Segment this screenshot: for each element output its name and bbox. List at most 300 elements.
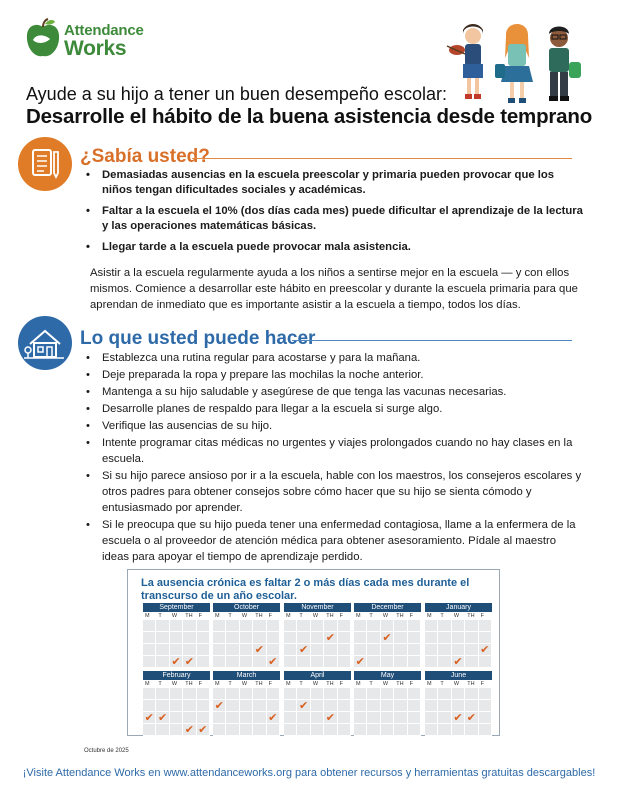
calendar-day-cell: [311, 644, 324, 656]
calendar-day-cell: [156, 700, 169, 712]
calendar-day-cell: [479, 724, 492, 736]
calendar-month: [143, 671, 210, 736]
calendar-day-cell: [267, 644, 280, 656]
section-divider: [292, 340, 572, 341]
calendar-day-cell: [465, 644, 478, 656]
calendar-grid: [284, 620, 351, 668]
calendar-day-cell: [253, 656, 266, 668]
calendar-day-cell: [226, 632, 239, 644]
calendar-day-cell: [408, 724, 421, 736]
calendar-grid: [354, 688, 421, 736]
calendar-day-cell: [338, 632, 351, 644]
footer-link-text: ¡Visite Attendance Works en www.attendanceworks.org para obtener recursos y herramientas gratuitas descargables!: [22, 767, 596, 779]
absence-check-icon: ✔: [452, 712, 465, 724]
calendar-day-cell: [394, 724, 407, 736]
calendar-grid: [284, 688, 351, 736]
calendar-day-cell: [253, 688, 266, 700]
calendar-day-cell: [438, 688, 451, 700]
calendar-day-cell: [297, 620, 310, 632]
calendar-month: [425, 671, 492, 736]
calendar-title: La ausencia crónica es faltar 2 o más días cada mes durante el transcurso de un año escolar.: [141, 577, 470, 602]
calendar-day-label: T: [228, 613, 232, 619]
calendar-day-cell: [284, 632, 297, 644]
calendar-day-label: T: [228, 681, 232, 687]
calendar-day-cell: [267, 632, 280, 644]
calendar-day-label: T: [440, 613, 444, 619]
list-item: • Si le preocupa que su hijo pueda tener una enfermedad contagiosa, llame a la enfermera de la escuela o al proveedor de atención médica para obtener asesoramiento. Pídale al maestro ideas para apoyar el tiempo de aprendizaje perdido.: [86, 517, 586, 565]
calendar-day-cell: [240, 688, 253, 700]
calendar-day-label: M: [215, 681, 220, 687]
calendar-day-cell: [183, 644, 196, 656]
calendar-day-label: TH: [467, 613, 475, 619]
calendar-day-label: TH: [467, 681, 475, 687]
calendar-day-cell: [156, 620, 169, 632]
calendar-day-cell: [408, 712, 421, 724]
calendar-month-name: April: [284, 671, 351, 680]
calendar-day-label: M: [356, 613, 361, 619]
calendar-day-label: M: [145, 613, 150, 619]
calendar-day-cell: [253, 712, 266, 724]
page-title-line2: Desarrolle el hábito de la buena asistencia desde temprano: [26, 105, 593, 128]
calendar-day-cell: [425, 656, 438, 668]
calendar-day-label: M: [427, 613, 432, 619]
calendar-day-cell: [197, 700, 210, 712]
calendar-day-cell: [143, 644, 156, 656]
calendar-day-cell: [324, 656, 337, 668]
calendar-month: [213, 603, 280, 668]
calendar-day-cell: [240, 632, 253, 644]
absence-check-icon: ✔: [170, 656, 183, 668]
calendar-day-label: TH: [396, 681, 404, 687]
calendar-month-name: January: [425, 603, 492, 612]
calendar-day-label: M: [356, 681, 361, 687]
calendar-day-cell: [367, 644, 380, 656]
calendar-day-cell: [408, 644, 421, 656]
calendar-day-cell: [197, 656, 210, 668]
calendar-month-name: December: [354, 603, 421, 612]
calendar-day-cell: [367, 712, 380, 724]
calendar-day-cell: [170, 724, 183, 736]
list-item: • Establezca una rutina regular para acostarse y para la mañana.: [86, 350, 586, 366]
calendar-day-cell: [170, 644, 183, 656]
calendar-day-cell: [479, 620, 492, 632]
calendar-day-cell: [438, 644, 451, 656]
calendar-day-cell: [425, 688, 438, 700]
calendar-day-cell: [465, 620, 478, 632]
calendar-day-cell: [381, 700, 394, 712]
calendar-month-name: October: [213, 603, 280, 612]
calendar-day-cell: [394, 620, 407, 632]
calendar-grid: [425, 620, 492, 668]
list-item: • Verifique las ausencias de su hijo.: [86, 418, 586, 434]
calendar-day-cell: [324, 688, 337, 700]
calendar-day-labels: [213, 680, 280, 688]
calendar-day-cell: [367, 632, 380, 644]
calendar-day-cell: [240, 620, 253, 632]
calendar-day-label: TH: [185, 613, 193, 619]
calendar-day-cell: [197, 620, 210, 632]
calendar-day-label: M: [215, 613, 220, 619]
calendar-day-cell: [354, 724, 367, 736]
calendar-day-cell: [465, 656, 478, 668]
calendar-day-cell: [183, 688, 196, 700]
calendar-day-labels: [284, 680, 351, 688]
calendar-day-cell: [479, 656, 492, 668]
calendar-day-label: F: [480, 681, 484, 687]
tips-list: [86, 350, 586, 566]
absence-check-icon: ✔: [183, 656, 196, 668]
calendar-day-cell: [170, 688, 183, 700]
calendar-day-cell: [240, 656, 253, 668]
calendar-day-cell: [267, 620, 280, 632]
calendar-day-cell: [297, 712, 310, 724]
calendar-day-cell: [367, 656, 380, 668]
calendar-day-cell: [284, 620, 297, 632]
calendar-day-label: M: [286, 681, 291, 687]
calendar-day-cell: [226, 688, 239, 700]
calendar-day-cell: [338, 644, 351, 656]
notebook-pencil-icon: [18, 137, 72, 191]
calendar-day-label: T: [369, 613, 373, 619]
calendar-grid: [143, 620, 210, 668]
calendar-day-cell: [425, 644, 438, 656]
calendar-day-labels: [425, 612, 492, 620]
calendar-day-cell: [408, 688, 421, 700]
calendar-day-cell: [183, 700, 196, 712]
calendar-day-cell: [381, 656, 394, 668]
calendar-day-cell: [425, 700, 438, 712]
calendar-day-cell: [240, 644, 253, 656]
calendar-day-cell: [465, 688, 478, 700]
absence-check-icon: ✔: [297, 644, 310, 656]
calendar-day-cell: [213, 620, 226, 632]
calendar-day-cell: [297, 656, 310, 668]
calendar-day-cell: [284, 700, 297, 712]
calendar-day-cell: [284, 656, 297, 668]
calendar-day-cell: [381, 620, 394, 632]
calendar-day-label: T: [299, 613, 303, 619]
calendar-day-label: TH: [255, 681, 263, 687]
calendar-day-cell: [183, 712, 196, 724]
absence-check-icon: ✔: [143, 712, 156, 724]
calendar-month: [354, 603, 421, 668]
calendar-day-cell: [425, 724, 438, 736]
calendar-day-cell: [338, 724, 351, 736]
absence-check-icon: ✔: [381, 632, 394, 644]
calendar-day-cell: [452, 724, 465, 736]
calendar-day-cell: [267, 724, 280, 736]
calendar-day-cell: [143, 688, 156, 700]
absence-check-icon: ✔: [267, 712, 280, 724]
calendar-day-label: T: [158, 681, 162, 687]
calendar-day-cell: [408, 656, 421, 668]
calendar-day-cell: [311, 656, 324, 668]
absence-check-icon: ✔: [324, 712, 337, 724]
house-icon: [18, 316, 72, 370]
calendar-day-label: W: [382, 681, 389, 687]
calendar-day-cell: [452, 644, 465, 656]
intro-paragraph: Asistir a la escuela regularmente ayuda a los niños a sentirse mejor en la escuela — y con ellos mismos. Comience a desarrollar este hábito en preescolar y durante la escuela primaria para que aprendan de inmediato que es importante asistir a la escuela a tiempo, todos los días.: [90, 267, 578, 311]
calendar-day-cell: [408, 632, 421, 644]
calendar-day-cell: [452, 620, 465, 632]
absence-check-icon: ✔: [452, 656, 465, 668]
calendar-day-cell: [354, 644, 367, 656]
calendar-day-cell: [425, 632, 438, 644]
calendar-day-cell: [213, 724, 226, 736]
absence-check-icon: ✔: [156, 712, 169, 724]
calendar-day-cell: [284, 688, 297, 700]
calendar-day-cell: [465, 700, 478, 712]
calendar-day-label: W: [312, 613, 319, 619]
calendar-day-cell: [197, 632, 210, 644]
calendar-day-cell: [438, 620, 451, 632]
calendar-day-label: TH: [396, 613, 404, 619]
calendar-day-labels: [143, 680, 210, 688]
calendar-day-cell: [297, 688, 310, 700]
calendar-day-labels: [143, 612, 210, 620]
logo-text-works: Works: [64, 37, 127, 60]
calendar-day-cell: [394, 632, 407, 644]
absence-check-icon: ✔: [297, 700, 310, 712]
list-item: • Si su hijo parece ansioso por ir a la escuela, hable con los maestros, los consejeros escolares y otros padres para obtener consejos sobre cómo hacer que su hijo se sienta cómodo y entusiasmado por aprender.: [86, 468, 586, 516]
calendar-day-cell: [367, 620, 380, 632]
calendar-day-label: TH: [326, 681, 334, 687]
absence-check-icon: ✔: [479, 644, 492, 656]
calendar-day-cell: [240, 712, 253, 724]
calendar-day-label: F: [268, 613, 272, 619]
calendar-day-cell: [465, 632, 478, 644]
calendar-day-cell: [425, 620, 438, 632]
apple-logo-icon: [24, 18, 62, 60]
calendar-day-cell: [479, 712, 492, 724]
calendar-grid: [425, 688, 492, 736]
calendar-month-name: February: [143, 671, 210, 680]
calendar-day-label: W: [171, 681, 178, 687]
calendar-day-cell: [143, 656, 156, 668]
calendar-day-cell: [479, 688, 492, 700]
calendar-day-cell: [183, 620, 196, 632]
calendar-day-cell: [253, 632, 266, 644]
calendar-day-cell: [143, 620, 156, 632]
absence-check-icon: ✔: [183, 724, 196, 736]
calendar-day-cell: [394, 700, 407, 712]
calendar-month-name: November: [284, 603, 351, 612]
calendar-day-cell: [381, 644, 394, 656]
calendar-day-label: W: [171, 613, 178, 619]
calendar-day-cell: [311, 700, 324, 712]
section-heading-sabia-usted: ¿Sabía usted?: [80, 146, 210, 167]
calendar-day-cell: [213, 712, 226, 724]
calendar-month: [284, 603, 351, 668]
calendar-month-name: September: [143, 603, 210, 612]
calendar-day-cell: [354, 632, 367, 644]
calendar-day-cell: [197, 644, 210, 656]
calendar-day-cell: [156, 656, 169, 668]
calendar-day-cell: [311, 620, 324, 632]
calendar-day-cell: [465, 724, 478, 736]
list-item: • Deje preparada la ropa y prepare las mochilas la noche anterior.: [86, 367, 586, 383]
calendar-day-cell: [338, 620, 351, 632]
calendar-day-cell: [381, 688, 394, 700]
calendar-day-label: W: [312, 681, 319, 687]
calendar-day-cell: [170, 700, 183, 712]
list-item: • Faltar a la escuela el 10% (dos días cada mes) puede dificultar el aprendizaje de la lectura y las operaciones matemáticas básicas.: [86, 204, 586, 234]
calendar-day-cell: [479, 632, 492, 644]
calendar-day-cell: [143, 724, 156, 736]
calendar-day-cell: [381, 712, 394, 724]
calendar-day-cell: [394, 688, 407, 700]
calendar-day-cell: [354, 700, 367, 712]
calendar-day-cell: [367, 700, 380, 712]
calendar-day-cell: [156, 724, 169, 736]
date-footnote: Octubre de 2025: [84, 748, 129, 754]
calendar-day-cell: [156, 632, 169, 644]
calendar-day-cell: [354, 620, 367, 632]
calendar-day-labels: [425, 680, 492, 688]
calendar-day-cell: [438, 712, 451, 724]
calendar-day-cell: [253, 700, 266, 712]
calendar-day-label: F: [198, 613, 202, 619]
calendar-day-label: W: [241, 681, 248, 687]
calendar-month-name: May: [354, 671, 421, 680]
calendar-day-label: F: [409, 681, 413, 687]
calendar-day-label: W: [453, 681, 460, 687]
calendar-day-cell: [156, 688, 169, 700]
section-heading-lo-que-usted-puede-hacer: Lo que usted puede hacer: [80, 328, 316, 349]
calendar-day-cell: [338, 712, 351, 724]
calendar-day-cell: [143, 700, 156, 712]
calendar-day-cell: [311, 688, 324, 700]
calendar-month: [143, 603, 210, 668]
list-item: • Desarrolle planes de respaldo para llegar a la escuela si surge algo.: [86, 401, 586, 417]
calendar-month-name: June: [425, 671, 492, 680]
calendar-day-cell: [213, 656, 226, 668]
page-title-line1: Ayude a su hijo a tener un buen desempeño escolar:: [26, 84, 447, 104]
calendar-day-labels: [354, 680, 421, 688]
calendar-day-cell: [213, 644, 226, 656]
calendar-day-cell: [338, 700, 351, 712]
absence-check-icon: ✔: [213, 700, 226, 712]
calendar-day-cell: [381, 724, 394, 736]
calendar-day-label: F: [480, 613, 484, 619]
calendar-day-label: T: [158, 613, 162, 619]
calendar-day-labels: [354, 612, 421, 620]
calendar-day-label: T: [440, 681, 444, 687]
facts-list: [86, 168, 586, 261]
calendar-day-cell: [452, 632, 465, 644]
calendar-day-cell: [197, 712, 210, 724]
calendar-day-label: TH: [326, 613, 334, 619]
calendar-day-cell: [183, 632, 196, 644]
calendar-day-cell: [226, 724, 239, 736]
list-item: • Demasiadas ausencias en la escuela preescolar y primaria pueden provocar que los niños tengan dificultades sociales y académicas.: [86, 168, 586, 198]
absence-check-icon: ✔: [267, 656, 280, 668]
calendar-grid: [354, 620, 421, 668]
calendar-day-cell: [170, 620, 183, 632]
absence-check-icon: ✔: [354, 656, 367, 668]
calendar-day-cell: [156, 644, 169, 656]
calendar-day-cell: [425, 712, 438, 724]
calendar-day-label: T: [299, 681, 303, 687]
calendar-month: [284, 671, 351, 736]
calendar-day-cell: [253, 620, 266, 632]
calendar-day-cell: [284, 644, 297, 656]
calendar-day-cell: [452, 688, 465, 700]
calendar-day-label: M: [286, 613, 291, 619]
absence-check-icon: ✔: [253, 644, 266, 656]
attendance-works-logo: [24, 18, 164, 62]
absence-check-icon: ✔: [197, 724, 210, 736]
calendar-day-cell: [267, 700, 280, 712]
calendar-day-label: F: [198, 681, 202, 687]
calendar-day-label: W: [382, 613, 389, 619]
calendar-day-cell: [297, 632, 310, 644]
calendar-day-label: TH: [255, 613, 263, 619]
calendar-day-cell: [213, 688, 226, 700]
calendar-day-cell: [394, 712, 407, 724]
calendar-day-cell: [226, 656, 239, 668]
logo-text-attendance: Attendance: [64, 22, 144, 39]
calendar-day-cell: [311, 632, 324, 644]
calendar-day-cell: [452, 700, 465, 712]
children-illustration: [445, 14, 593, 110]
calendar-day-cell: [311, 724, 324, 736]
calendar-day-cell: [253, 724, 266, 736]
calendar-day-cell: [354, 688, 367, 700]
calendar-day-cell: [324, 724, 337, 736]
calendar-day-cell: [170, 712, 183, 724]
absence-check-icon: ✔: [465, 712, 478, 724]
calendar-day-cell: [226, 700, 239, 712]
calendar-day-cell: [324, 620, 337, 632]
calendar-day-cell: [354, 712, 367, 724]
calendar-day-cell: [284, 712, 297, 724]
calendar-day-labels: [213, 612, 280, 620]
calendar-day-cell: [438, 656, 451, 668]
calendar-day-cell: [479, 700, 492, 712]
calendar-day-cell: [170, 632, 183, 644]
calendar-day-label: F: [409, 613, 413, 619]
calendar-day-cell: [438, 724, 451, 736]
list-item: • Llegar tarde a la escuela puede provocar mala asistencia.: [86, 240, 586, 255]
calendar-day-cell: [226, 712, 239, 724]
calendar-day-cell: [394, 644, 407, 656]
calendar-day-cell: [226, 644, 239, 656]
calendar-day-cell: [367, 724, 380, 736]
calendar-day-cell: [408, 700, 421, 712]
calendar-day-cell: [394, 656, 407, 668]
calendar-day-cell: [284, 724, 297, 736]
calendar-day-label: W: [241, 613, 248, 619]
calendar-day-cell: [338, 688, 351, 700]
calendar-day-label: F: [268, 681, 272, 687]
calendar-day-label: W: [453, 613, 460, 619]
calendar-day-cell: [267, 688, 280, 700]
calendar-day-cell: [408, 620, 421, 632]
list-item: • Intente programar citas médicas no urgentes y viajes prolongados cuando no hay clases en la escuela.: [86, 435, 586, 467]
absence-check-icon: ✔: [324, 632, 337, 644]
calendar-day-cell: [438, 632, 451, 644]
calendar-day-cell: [240, 724, 253, 736]
calendar-month: [425, 603, 492, 668]
calendar-day-label: F: [339, 613, 343, 619]
calendar-day-cell: [226, 620, 239, 632]
calendar-day-label: TH: [185, 681, 193, 687]
calendar-day-cell: [297, 724, 310, 736]
calendar-day-cell: [197, 688, 210, 700]
calendar-day-cell: [324, 644, 337, 656]
calendar-day-labels: [284, 612, 351, 620]
